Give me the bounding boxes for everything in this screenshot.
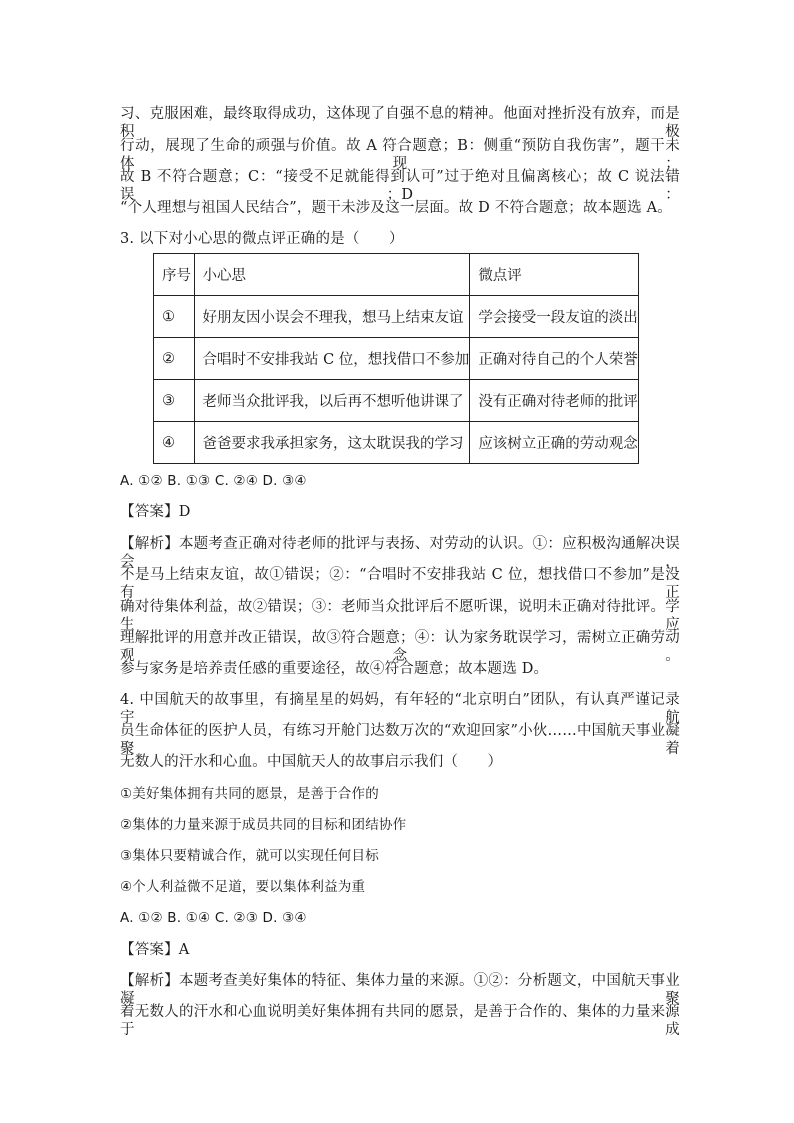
analysis-line: 理解批评的用意并改正错误，故③符合题意；④：认为家务耽误学习，需树立正确劳动观念。 [120,630,680,664]
table-cell: 合唱时不安排我站 C 位，想找借口不参加 [194,338,470,380]
table-header-cell: 序号 [154,254,195,296]
table-cell: 应该树立正确的劳动观念 [470,422,639,464]
analysis-line: 着无数人的汗水和心血说明美好集体拥有共同的愿景，是善于合作的、集体的力量来源于成 [120,1004,680,1038]
question-3-stem: 3. 以下对小心思的微点评正确的是（ ） [120,231,404,247]
table-row [154,338,639,380]
analysis-line: 不是马上结束友谊，故①错误；②：“合唱时不安排我站 C 位，想找借口不参加”是没有正 [120,567,680,601]
question-4-answer: 【答案】A [120,942,190,958]
table-cell: 正确对待自己的个人荣誉 [470,338,639,380]
text-line: 故 B 不符合题意；C：“接受不足就能得到认可”过于绝对且偏离核心；故 C 说法错误；D： [120,169,680,203]
table-cell: ③ [154,380,195,422]
question-3-table [153,253,639,464]
text-line: 习、克服困难，最终取得成功，这体现了自强不息的精神。他面对挫折没有放弃，而是积极 [120,106,680,140]
analysis-line: 【解析】本题考查美好集体的特征、集体力量的来源。①②：分析题文，中国航天事业凝聚 [120,973,680,1007]
table-cell: ④ [154,422,195,464]
question-4-item: ②集体的力量来源于成员共同的目标和团结协作 [120,817,407,833]
question-4-stem: 4. 中国航天的故事里，有摘星星的妈妈，有年轻的“北京明白”团队，有认真严谨记录宇航 [120,692,680,726]
question-3-options: A. ①② B. ①③ C. ②④ D. ③④ [120,473,307,489]
analysis-line: 参与家务是培养责任感的重要途径，故④符合题意；故本题选 D。 [120,661,549,677]
question-4-item: ③集体只要精诚合作，就可以实现任何目标 [120,848,379,864]
text-line: 行动，展现了生命的顽强与价值。故 A 符合题意；B：侧重“预防自我伤害”，题干未体现； [120,138,680,172]
question-3-answer: 【答案】D [120,504,191,520]
question-4-item: ④个人利益微不足道，要以集体利益为重 [120,879,366,895]
table-row [154,422,639,464]
question-4-stem: 员生命体征的医护人员，有练习开舱门达数万次的“欢迎回家”小伙……中国航天事业凝聚着 [120,723,680,757]
table-cell: 好朋友因小误会不理我，想马上结束友谊 [194,296,470,338]
table-cell: ② [154,338,195,380]
analysis-line: 确对待集体利益，故②错误；③：老师当众批评后不愿听课，说明未正确对待批评。学生应 [120,599,680,633]
question-4-stem: 无数人的汗水和心血。中国航天人的故事启示我们（ ） [120,754,503,770]
table-header-cell: 微点评 [470,254,639,296]
table-row [154,380,639,422]
table-cell: 老师当众批评我，以后再不想听他讲课了 [194,380,470,422]
table-cell: 没有正确对待老师的批评 [470,380,639,422]
table-cell: 学会接受一段友谊的淡出 [470,296,639,338]
question-4-item: ①美好集体拥有共同的愿景，是善于合作的 [120,786,379,802]
table-row [154,296,639,338]
question-4-options: A. ①② B. ①④ C. ②③ D. ③④ [120,910,307,926]
table-cell: ① [154,296,195,338]
text-line: “个人理想与祖国人民结合”，题干未涉及这一层面。故 D 不符合题意；故本题选 A。 [120,200,672,216]
table-header-cell: 小心思 [194,254,470,296]
table-cell: 爸爸要求我承担家务，这太耽误我的学习 [194,422,470,464]
analysis-line: 【解析】本题考查正确对待老师的批评与表扬、对劳动的认识。①：应积极沟通解决误会， [120,536,680,570]
table-header-row [154,254,639,296]
